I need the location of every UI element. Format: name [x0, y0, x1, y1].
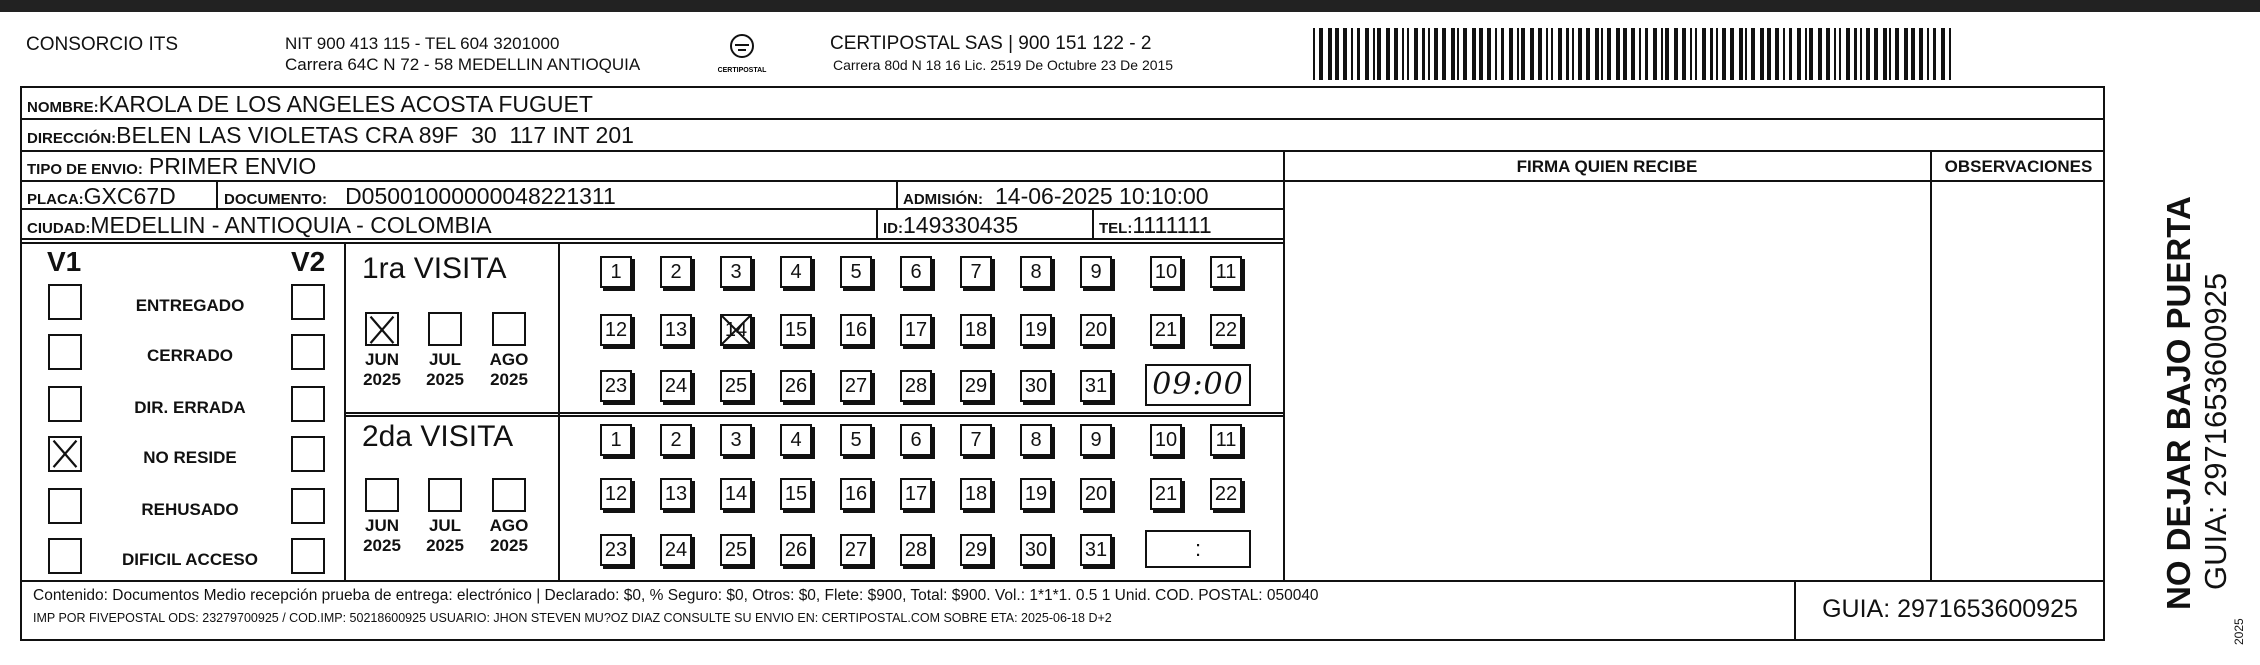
barcode-bar [1451, 28, 1455, 80]
plate-value: GXC67D [83, 183, 176, 209]
day-box[interactable]: 8 [1020, 256, 1052, 288]
barcode-bar [1343, 28, 1347, 80]
day-box[interactable]: 15 [780, 314, 812, 346]
tel-value: 1111111 [1132, 212, 1212, 238]
side-panel [2108, 70, 2233, 660]
barcode-bar [1661, 28, 1663, 80]
day-box[interactable]: 4 [780, 256, 812, 288]
day-box[interactable]: 25 [720, 534, 752, 566]
no-dejar-warning: NO DEJAR BAJO PUERTA [2160, 196, 2197, 610]
barcode-bar [1839, 28, 1841, 80]
barcode-bar [1797, 28, 1801, 80]
barcode-bar [1335, 28, 1339, 80]
barcode-bar [1739, 28, 1743, 80]
barcode-bar [1927, 28, 1929, 80]
v2-checkbox[interactable] [291, 284, 325, 320]
day-box[interactable]: 14 [720, 314, 752, 346]
day-box[interactable]: 24 [660, 534, 692, 566]
day-box[interactable]: 22 [1210, 314, 1242, 346]
barcode-bar [1911, 28, 1915, 80]
barcode-bar [1479, 28, 1483, 80]
day-box[interactable]: 9 [1080, 256, 1112, 288]
barcode-bar [1760, 28, 1764, 80]
barcode-bar [1428, 28, 1430, 80]
day-box[interactable]: 19 [1020, 478, 1052, 510]
day-box[interactable]: 26 [780, 534, 812, 566]
day-box[interactable]: 2 [660, 424, 692, 456]
day-box[interactable]: 3 [720, 256, 752, 288]
barcode-bar [1889, 28, 1891, 80]
barcode-bar [1941, 28, 1945, 80]
barcode-bar [1422, 28, 1425, 80]
id-value: 149330435 [903, 212, 1019, 238]
license-line: Carrera 80d N 18 16 Lic. 2519 De Octubre 23 De 2015 [833, 57, 1174, 73]
barcode-bar [1595, 28, 1599, 80]
barcode-bar [1463, 28, 1467, 80]
v1-checkbox[interactable] [48, 284, 82, 320]
address-line: Carrera 64C N 72 - 58 MEDELLIN ANTIOQUIA [285, 55, 641, 74]
day-box[interactable]: 18 [960, 478, 992, 510]
svg-text:CERTIPOSTAL: CERTIPOSTAL [717, 67, 767, 74]
day-box[interactable]: 10 [1150, 424, 1182, 456]
v1-checkbox[interactable] [48, 488, 82, 524]
day-box[interactable]: 20 [1080, 478, 1112, 510]
barcode-bar [1586, 28, 1590, 80]
barcode-bar [1572, 28, 1574, 80]
visita2-time[interactable]: : [1145, 530, 1251, 568]
barcode-bar [1442, 28, 1446, 80]
edge-year: 2025 [2232, 618, 2246, 645]
barcode-bar [1775, 28, 1779, 80]
recipient-name: KAROLA DE LOS ANGELES ACOSTA FUGUET [98, 91, 593, 117]
ciudad-field: CIUDAD:MEDELLIN - ANTIOQUIA - COLOMBIA [27, 212, 492, 238]
v2-checkbox[interactable] [291, 436, 325, 472]
day-box[interactable]: 19 [1020, 314, 1052, 346]
v1-label: V1 [47, 246, 82, 277]
day-box[interactable]: 3 [720, 424, 752, 456]
status-option-label: CERRADO [147, 346, 233, 365]
day-box[interactable]: 4 [780, 424, 812, 456]
day-box[interactable]: 28 [900, 534, 932, 566]
status-option-label: NO RESIDE [143, 448, 237, 467]
document-value: D05001000000048221311 [345, 183, 616, 209]
barcode-bar [1895, 28, 1899, 80]
day-box[interactable]: 7 [960, 424, 992, 456]
barcode-bar [1414, 28, 1418, 80]
barcode-bar [1546, 28, 1548, 80]
barcode-bar [1674, 28, 1678, 80]
barcode-bar [1558, 28, 1562, 80]
day-box[interactable]: 18 [960, 314, 992, 346]
barcode-bar [1365, 28, 1369, 80]
nombre-row: NOMBRE:KAROLA DE LOS ANGELES ACOSTA FUGUET [27, 91, 593, 117]
day-box[interactable]: 30 [1020, 370, 1052, 402]
month-label: AGO 2025 [489, 350, 529, 389]
barcode-bar [1402, 28, 1404, 80]
barcode-bar [1616, 28, 1620, 80]
month-checkbox[interactable] [365, 478, 399, 512]
footer-guia: GUIA: 2971653600925 [1822, 595, 2078, 623]
day-box[interactable]: 6 [900, 256, 932, 288]
observaciones-header: OBSERVACIONES [1944, 157, 2093, 176]
barcode-bar [1328, 28, 1332, 80]
barcode-bar [1601, 28, 1603, 80]
barcode-bar [1357, 28, 1360, 80]
barcode-bar [1767, 28, 1771, 80]
day-box[interactable]: 1 [600, 256, 632, 288]
id-field: ID:149330435 [883, 212, 1019, 238]
day-box[interactable]: 30 [1020, 534, 1052, 566]
day-box[interactable]: 1 [600, 424, 632, 456]
day-box[interactable]: 20 [1080, 314, 1112, 346]
firma-header: FIRMA QUIEN RECIBE [1516, 157, 1698, 176]
day-box[interactable]: 14 [720, 478, 752, 510]
barcode-bar [1653, 28, 1657, 80]
barcode-bar [1682, 28, 1686, 80]
top-border [0, 0, 2260, 12]
month-label: JUL 2025 [426, 516, 464, 555]
recipient-address: BELEN LAS VIOLETAS CRA 89F 30 117 INT 201 [116, 122, 634, 148]
barcode-bar [1860, 28, 1862, 80]
company-name: CONSORCIO ITS [26, 34, 179, 55]
day-box[interactable]: 8 [1020, 424, 1052, 456]
barcode-bar [1607, 28, 1611, 80]
status-option-label: DIR. ERRADA [134, 398, 246, 417]
admission-value: 14-06-2025 10:10:00 [995, 183, 1209, 209]
day-box[interactable]: 21 [1150, 478, 1182, 510]
barcode-bar [1551, 28, 1553, 80]
barcode-bar [1933, 28, 1936, 80]
day-box[interactable]: 22 [1210, 478, 1242, 510]
barcode-bar [1789, 28, 1792, 80]
barcode-bar [1949, 28, 1951, 80]
documento-field: DOCUMENTO: D05001000000048221311 [224, 183, 616, 209]
day-box[interactable]: 27 [840, 534, 872, 566]
day-box[interactable]: 27 [840, 370, 872, 402]
day-box[interactable]: 9 [1080, 424, 1112, 456]
day-box[interactable]: 12 [600, 314, 632, 346]
day-box[interactable]: 6 [900, 424, 932, 456]
day-box[interactable]: 5 [840, 424, 872, 456]
barcode-bar [1501, 28, 1504, 80]
month-checkbox[interactable] [365, 312, 399, 346]
day-box[interactable]: 29 [960, 534, 992, 566]
footer-contents: Contenido: Documentos Medio recepción prueba de entrega: electrónico | Declarado: $0, % Seguro: $0, Otros: $0, Flete: $900, Total: $900. Vol.: 1*1*1. 0.5 1 Unid. COD. POSTAL: 050040 [33, 587, 1319, 604]
day-box[interactable]: 26 [780, 370, 812, 402]
visita1-time[interactable]: 09:00 [1145, 364, 1251, 406]
barcode-bar [1623, 28, 1627, 80]
day-box[interactable]: 28 [900, 370, 932, 402]
status-option-label: REHUSADO [141, 500, 239, 519]
certipostal-line: CERTIPOSTAL SAS | 900 151 122 - 2 [830, 33, 1152, 54]
barcode-bar [1702, 28, 1706, 80]
barcode-bar [1487, 28, 1491, 80]
barcode-bar [1919, 28, 1923, 80]
barcode-bar [1530, 28, 1534, 80]
barcode-bar [1805, 28, 1807, 80]
barcode-bar [1730, 28, 1734, 80]
day-box[interactable]: 31 [1080, 534, 1112, 566]
barcode-bar [1834, 28, 1836, 80]
day-box[interactable]: 31 [1080, 370, 1112, 402]
barcode-bar [1710, 28, 1713, 80]
barcode-bar [1751, 28, 1755, 80]
barcode-bar [1578, 28, 1582, 80]
v1-checkbox[interactable] [48, 538, 82, 574]
barcode-bar [1472, 28, 1476, 80]
barcode-bar [1809, 28, 1813, 80]
barcode-bar [1866, 28, 1870, 80]
status-option-label: ENTREGADO [135, 296, 245, 315]
day-box[interactable]: 24 [660, 370, 692, 402]
visita2-title: 2da VISITA [362, 420, 514, 453]
barcode-bar [1818, 28, 1822, 80]
day-cross-mark [720, 314, 752, 346]
month-label: JUN 2025 [363, 350, 401, 389]
status-option-label: DIFICIL ACCESO [121, 550, 258, 569]
side-guia: GUIA: 2971653600925 [2198, 272, 2233, 590]
v2-checkbox[interactable] [291, 538, 325, 574]
barcode-bar [1394, 28, 1398, 80]
barcode-bar [1434, 28, 1438, 80]
day-box[interactable]: 13 [660, 314, 692, 346]
barcode-bar [1313, 28, 1315, 80]
month-label: JUN 2025 [363, 516, 401, 555]
barcode-bar [1665, 28, 1669, 80]
barcode-bar [1407, 28, 1409, 80]
month-checkbox[interactable] [492, 478, 526, 512]
tipo-row: TIPO DE ENVIO: PRIMER ENVIO [27, 153, 317, 179]
barcode-bar [1495, 28, 1497, 80]
shipment-type: PRIMER ENVIO [148, 153, 317, 179]
month-checkbox[interactable] [492, 312, 526, 346]
certipostal-logo [712, 30, 772, 76]
v2-checkbox[interactable] [291, 488, 325, 524]
barcode-bar [1457, 28, 1459, 80]
day-box[interactable]: 13 [660, 478, 692, 510]
barcode-bar [1521, 28, 1525, 80]
barcode-bar [1566, 28, 1569, 80]
tel-field: TEL:1111111 [1099, 212, 1212, 238]
footer-print-info: IMP POR FIVEPOSTAL ODS: 23279700925 / COD.IMP: 50218600925 USUARIO: JHON STEVEN MU?OZ DIAZ CONSULTE SU ENVIO EN: CERTIPOSTAL.COM SOBRE ETA: 2025-06-18 D+2 [33, 611, 1112, 625]
barcode-bar [1690, 28, 1692, 80]
barcode-bar [1509, 28, 1513, 80]
day-box[interactable]: 16 [840, 478, 872, 510]
v1-checkbox[interactable] [48, 386, 82, 422]
barcode-bar [1631, 28, 1635, 80]
barcode-bar [1377, 28, 1381, 80]
barcode-bar [1904, 28, 1908, 80]
barcode-bar [1716, 28, 1718, 80]
barcode-bar [1854, 28, 1857, 80]
barcode-bar [1874, 28, 1878, 80]
day-box[interactable]: 12 [600, 478, 632, 510]
day-box[interactable]: 23 [600, 534, 632, 566]
v2-label: V2 [291, 246, 326, 277]
day-box[interactable]: 17 [900, 478, 932, 510]
day-box[interactable]: 23 [600, 370, 632, 402]
barcode-bar [1722, 28, 1726, 80]
barcode-bar [1695, 28, 1697, 80]
day-box[interactable]: 25 [720, 370, 752, 402]
v2-checkbox[interactable] [291, 386, 325, 422]
month-label: JUL 2025 [426, 350, 464, 389]
barcode-bar [1538, 28, 1542, 80]
placa-field: PLACA:GXC67D [27, 183, 176, 209]
day-box[interactable]: 2 [660, 256, 692, 288]
day-box[interactable]: 11 [1210, 256, 1242, 288]
signature-area[interactable] [1285, 182, 1929, 578]
day-box[interactable]: 15 [780, 478, 812, 510]
day-box[interactable]: 11 [1210, 424, 1242, 456]
day-box[interactable]: 21 [1150, 314, 1182, 346]
barcode-bar [1645, 28, 1648, 80]
barcode-bar [1846, 28, 1850, 80]
day-box[interactable]: 29 [960, 370, 992, 402]
v2-checkbox[interactable] [291, 334, 325, 370]
direccion-row: DIRECCIÓN:BELEN LAS VIOLETAS CRA 89F 30 117 INT 201 [27, 122, 634, 148]
barcode-bar [1351, 28, 1353, 80]
month-checkbox[interactable] [428, 312, 462, 346]
barcode-bar [1517, 28, 1519, 80]
barcode-bar [1373, 28, 1375, 80]
day-box[interactable]: 7 [960, 256, 992, 288]
barcode-bar [1783, 28, 1785, 80]
v1-checkbox[interactable] [48, 334, 82, 370]
day-box[interactable]: 17 [900, 314, 932, 346]
v1-checkbox[interactable] [48, 436, 82, 472]
barcode-bar [1883, 28, 1887, 80]
barcode-bar [1319, 28, 1323, 80]
barcode-bar [1826, 28, 1830, 80]
barcode-bar [1386, 28, 1390, 80]
visita1-title: 1ra VISITA [362, 252, 507, 285]
barcode [1313, 28, 1950, 80]
nit-line: NIT 900 413 115 - TEL 604 3201000 [285, 34, 560, 53]
day-box[interactable]: 16 [840, 314, 872, 346]
observations-area[interactable] [1932, 182, 2104, 578]
city-value: MEDELLIN - ANTIOQUIA - COLOMBIA [90, 212, 492, 238]
barcode-bar [1639, 28, 1641, 80]
month-label: AGO 2025 [489, 516, 529, 555]
day-box[interactable]: 5 [840, 256, 872, 288]
barcode-bar [1745, 28, 1747, 80]
day-box[interactable]: 10 [1150, 256, 1182, 288]
admision-field: ADMISIÓN: 14-06-2025 10:10:00 [903, 183, 1209, 209]
month-checkbox[interactable] [428, 478, 462, 512]
